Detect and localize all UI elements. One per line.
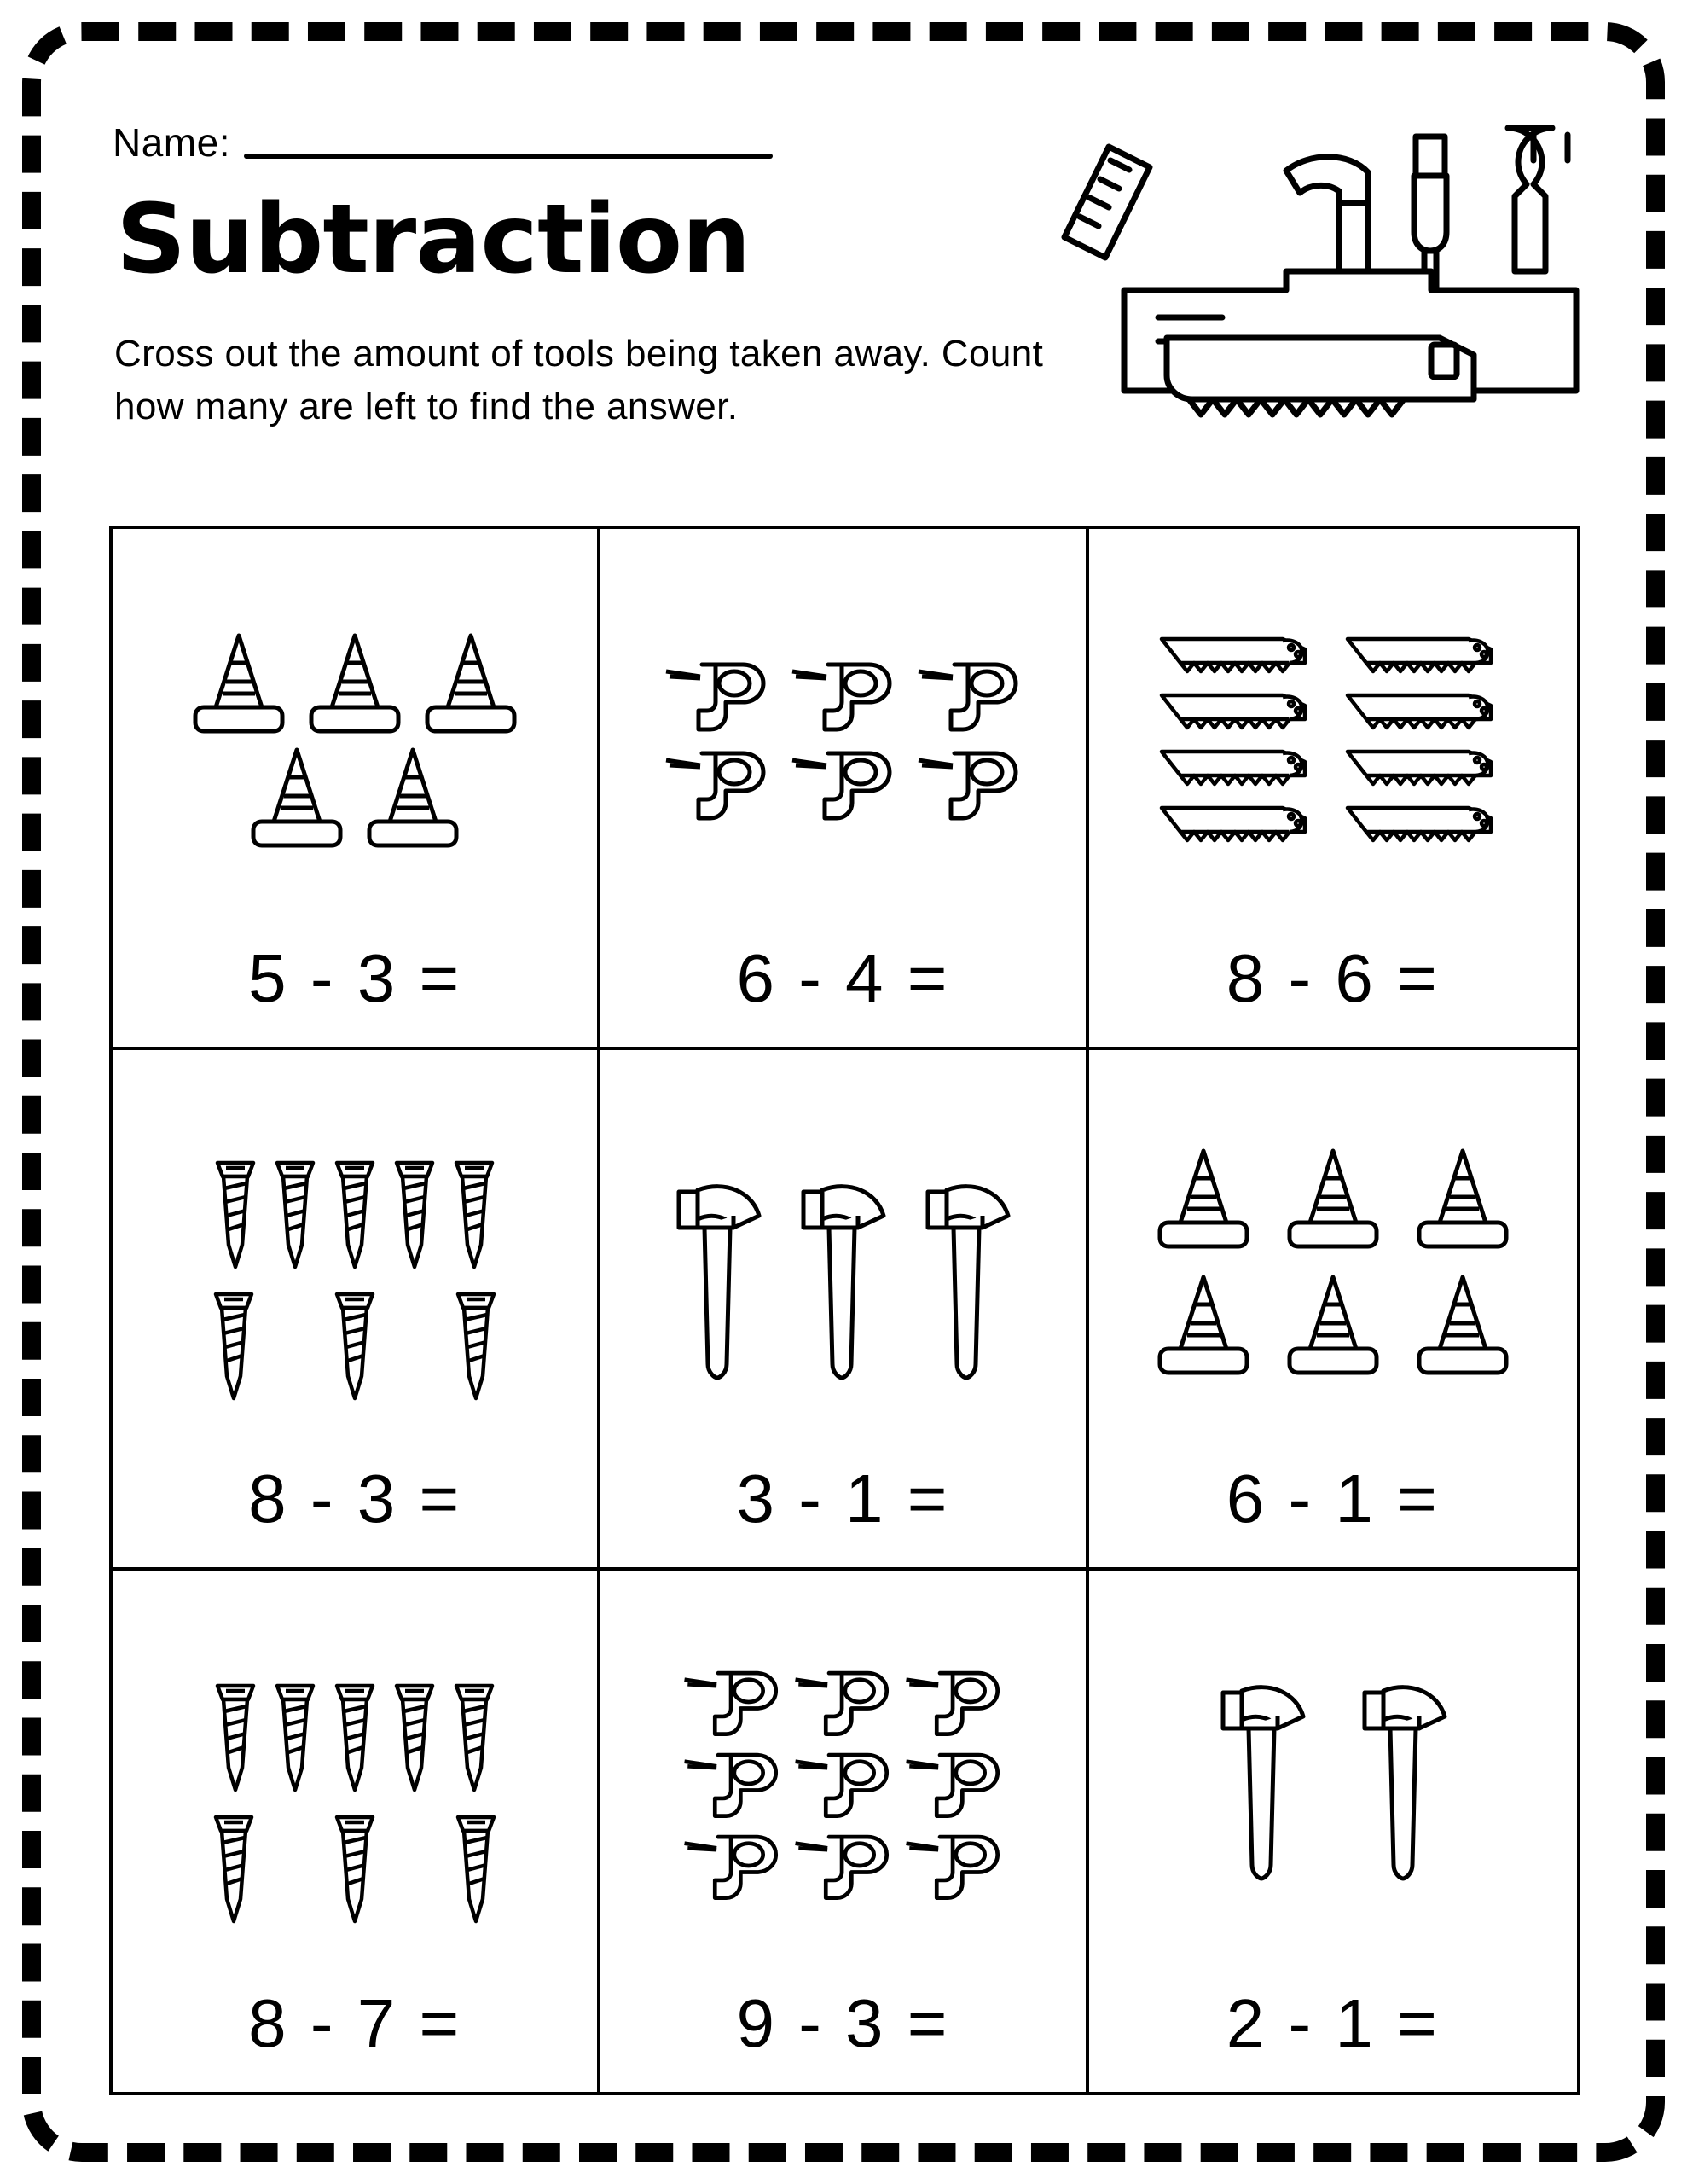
handsaw-icon: [1155, 741, 1325, 794]
object-row: [209, 1281, 501, 1409]
name-field-row: [113, 120, 773, 165]
power-drill-icon: [661, 653, 772, 738]
page-title: Subtraction: [116, 184, 751, 295]
handsaw-icon: [1341, 685, 1511, 738]
power-drill-icon: [790, 1744, 896, 1824]
object-set-saws-8: [1089, 529, 1577, 939]
worksheet-content: [68, 73, 1619, 2121]
object-row: [209, 1804, 501, 1931]
equation-text: 6 - 1 =: [1226, 1461, 1440, 1537]
power-drill-icon: [901, 1744, 1006, 1824]
traffic-cone-icon: [1283, 1142, 1383, 1253]
power-drill-icon: [913, 653, 1024, 738]
handsaw-icon: [1155, 629, 1325, 682]
object-row: [1155, 798, 1511, 851]
power-drill-icon: [787, 741, 898, 827]
object-row: [1155, 629, 1511, 682]
problem-cell-9[interactable]: [1089, 1571, 1577, 2092]
traffic-cone-icon: [420, 627, 521, 738]
traffic-cone-icon: [362, 741, 463, 852]
power-drill-icon: [679, 1744, 785, 1824]
equation-text: 3 - 1 =: [736, 1461, 950, 1537]
equation-text: 8 - 7 =: [248, 1985, 462, 2061]
traffic-cone-icon: [1412, 1269, 1513, 1380]
screw-icon: [390, 1672, 439, 1800]
equation-text: 8 - 6 =: [1226, 939, 1440, 1016]
problem-grid: [109, 526, 1580, 2095]
ruler-icon: [1064, 147, 1150, 258]
power-drill-icon: [901, 1826, 1006, 1906]
screw-icon: [270, 1149, 320, 1277]
screw-icon: [211, 1149, 260, 1277]
equation-text: 5 - 3 =: [248, 939, 462, 1016]
object-row: [679, 1662, 1006, 1742]
problem-cell-1[interactable]: [113, 529, 600, 1050]
hammer-icon: [916, 1176, 1018, 1390]
object-set-drills-6: [600, 529, 1085, 939]
screw-icon: [330, 1149, 380, 1277]
screw-icon: [390, 1149, 439, 1277]
object-set-screws-8b: [113, 1571, 597, 1984]
object-set-hammers-3: [600, 1050, 1085, 1461]
hammer-icon: [791, 1176, 894, 1390]
power-drill-icon: [787, 653, 898, 738]
object-set-cones-6: [1089, 1050, 1577, 1461]
problem-cell-2[interactable]: [600, 529, 1088, 1050]
hammer-icon: [1353, 1677, 1455, 1891]
object-row: [211, 1636, 499, 1800]
toolbox-illustration: [1030, 109, 1593, 450]
traffic-cone-icon: [1412, 1142, 1513, 1253]
screw-icon: [451, 1281, 501, 1409]
equation-text: 6 - 4 =: [736, 939, 950, 1016]
power-drill-icon: [901, 1662, 1006, 1742]
power-drill-icon: [661, 741, 772, 827]
object-set-cones-5: [113, 529, 597, 939]
object-set-hammers-2: [1089, 1571, 1577, 1984]
object-set-screws-8: [113, 1050, 597, 1461]
traffic-cone-icon: [304, 627, 405, 738]
hammer-icon: [667, 1176, 769, 1390]
screw-icon: [209, 1804, 258, 1931]
hammer-icon: [1211, 1677, 1313, 1891]
power-drill-icon: [790, 1662, 896, 1742]
wrench-icon: [1508, 128, 1568, 271]
problem-cell-8[interactable]: [600, 1571, 1088, 2092]
problem-cell-3[interactable]: [1089, 529, 1577, 1050]
traffic-cone-icon: [1153, 1142, 1254, 1253]
screw-icon: [330, 1672, 380, 1800]
handsaw-icon: [1155, 685, 1325, 738]
object-row: [1153, 1269, 1513, 1380]
object-row: [1211, 1677, 1455, 1891]
problem-cell-4[interactable]: [113, 1050, 600, 1571]
instructions-text: Cross out the amount of tools being taken away. Count how many are left to find the answer.: [114, 333, 1044, 428]
object-row: [1155, 741, 1511, 794]
object-row: [1155, 685, 1511, 738]
screw-icon: [211, 1672, 260, 1800]
screw-icon: [449, 1672, 499, 1800]
object-row: [211, 1113, 499, 1277]
object-row: [188, 627, 521, 738]
traffic-cone-icon: [188, 627, 289, 738]
object-row: [667, 1132, 1018, 1390]
problem-cell-6[interactable]: [1089, 1050, 1577, 1571]
object-set-drills-9: [600, 1571, 1085, 1984]
object-row: [246, 741, 463, 852]
handsaw-icon: [1167, 338, 1474, 415]
object-row: [661, 741, 1024, 827]
power-drill-icon: [913, 741, 1024, 827]
handsaw-icon: [1341, 798, 1511, 851]
traffic-cone-icon: [1283, 1269, 1383, 1380]
power-drill-icon: [679, 1662, 785, 1742]
power-drill-icon: [679, 1826, 785, 1906]
object-row: [661, 653, 1024, 738]
screw-icon: [209, 1281, 258, 1409]
equation-text: 2 - 1 =: [1226, 1985, 1440, 2061]
handsaw-icon: [1155, 798, 1325, 851]
handsaw-icon: [1341, 741, 1511, 794]
object-row: [679, 1826, 1006, 1906]
problem-cell-5[interactable]: [600, 1050, 1088, 1571]
screw-icon: [451, 1804, 501, 1931]
problem-cell-7[interactable]: [113, 1571, 600, 2092]
screw-icon: [270, 1672, 320, 1800]
traffic-cone-icon: [1153, 1269, 1254, 1380]
screw-icon: [449, 1149, 499, 1277]
screw-icon: [330, 1281, 380, 1409]
screw-icon: [330, 1804, 380, 1931]
name-write-in-line[interactable]: [244, 154, 773, 159]
equation-text: 8 - 3 =: [248, 1461, 462, 1537]
handsaw-icon: [1341, 629, 1511, 682]
object-row: [679, 1744, 1006, 1824]
object-row: [1153, 1142, 1513, 1253]
power-drill-icon: [790, 1826, 896, 1906]
traffic-cone-icon: [246, 741, 347, 852]
worksheet-header: [68, 73, 1619, 500]
equation-text: 9 - 3 =: [736, 1985, 950, 2061]
name-label: Name:: [113, 120, 230, 165]
